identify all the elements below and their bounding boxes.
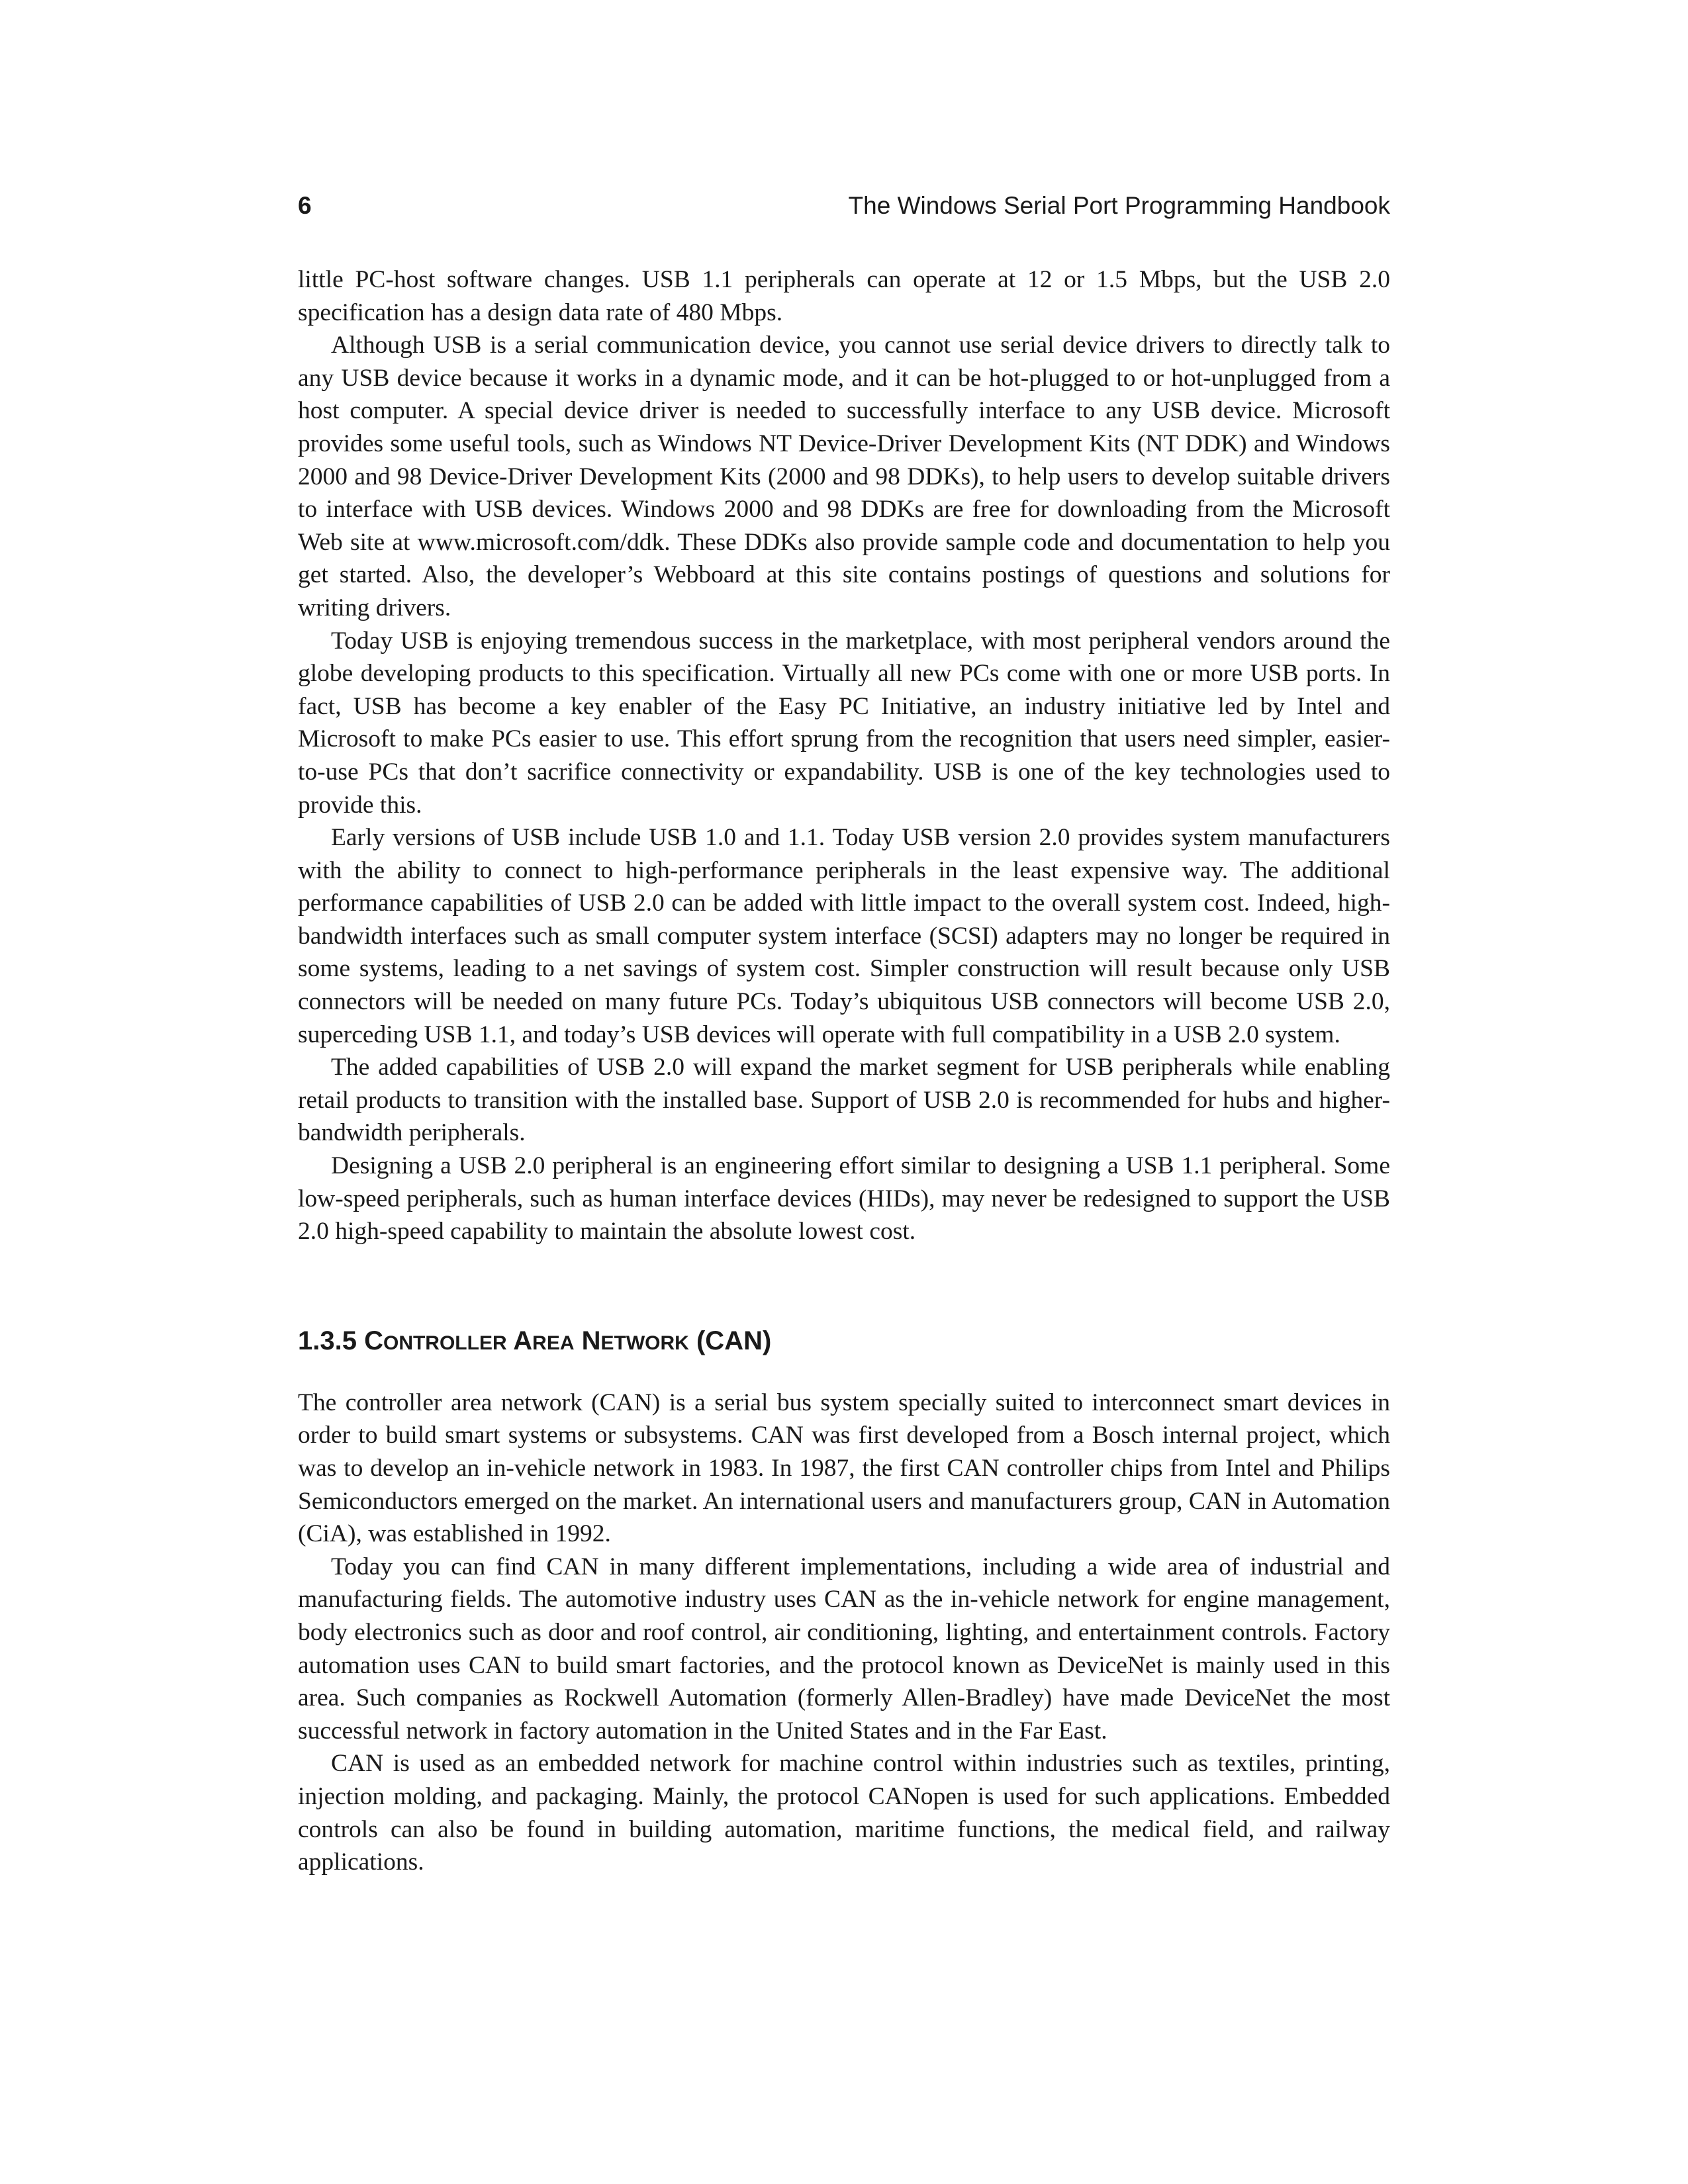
running-head	[298, 192, 1390, 232]
section-title-rest-2: REA	[532, 1332, 575, 1354]
page-number: 6	[298, 192, 312, 219]
paragraph-usb-2: Although USB is a serial communication device, you cannot use serial device drivers to directly talk to any USB device because it works in a dynamic mode, and it can be hot-plugged to or hot-unplugged from a host computer. A special device driver is needed to successfully interface to any USB device. Microsoft provides some useful tools, such as Windows NT Device-Driver Development Kits (NT DDK) and Windows 2000 and 98 Device-Driver Development Kits (2000 and 98 DDKs), to help users to develop suitable drivers to interface with USB devices. Windows 2000 and 98 DDKs are free for downloading from the Microsoft Web site at www.microsoft.com/ddk. These DDKs also provide sample code and documentation to help you get started. Also, the developer’s Webboard at this site contains postings of questions and solutions for writing drivers.	[298, 332, 1390, 621]
paragraph-can-2: Today you can find CAN in many different implementations, including a wide area of industrial and manufacturing fields. The automotive industry uses CAN as the in-vehicle network for engine management, body electronics such as door and roof control, air conditioning, lighting, and entertainment controls. Factory automation uses CAN to build smart factories, and the protocol known as DeviceNet is mainly used in this area. Such companies as Rockwell Automation (formerly Allen-Bradley) have made DeviceNet the most successful network in factory automation in the United States and in the Far East.	[298, 1553, 1390, 1745]
section-title-suffix: (CAN)	[696, 1326, 772, 1355]
book-title: The Windows Serial Port Programming Handbook	[848, 192, 1390, 219]
paragraph-usb-6: Designing a USB 2.0 peripheral is an engineering effort similar to designing a USB 1.1 peripheral. Some low-speed peripherals, such as human interface devices (HIDs), may never be redesigned to support the USB 2.0 high-speed capability to maintain the absolute lowest cost.	[298, 1152, 1390, 1246]
body-text	[298, 263, 1390, 1879]
section-title-rest-1: ONTROLLER	[383, 1332, 507, 1354]
page	[298, 192, 1390, 1879]
paragraph-can-1: The controller area network (CAN) is a serial bus system specially suited to interconnect smart devices in order to build smart systems or subsystems. CAN was first developed from a Bosch internal project, which was to develop an in-vehicle network in 1983. In 1987, the first CAN controller chips from Intel and Philips Semiconductors emerged on the market. An international users and manufacturers group, CAN in Automation (CiA), was established in 1992.	[298, 1388, 1390, 1548]
section-title-cap-2: A	[513, 1326, 533, 1355]
paragraph-usb-4: Early versions of USB include USB 1.0 and 1.1. Today USB version 2.0 provides system manufacturers with the ability to connect to high-performance peripherals in the least expensive way. The additional performance capabilities of USB 2.0 can be added with little impact to the overall system cost. Indeed, high-bandwidth interfaces such as small computer system interface (SCSI) adapters may no longer be required in some systems, leading to a net savings of system cost. Simpler construction will result because only USB connectors will be needed on many future PCs. Today’s ubiquitous USB connectors will become USB 2.0, superceding USB 1.1, and today’s USB devices will operate with full compatibility in a USB 2.0 system.	[298, 824, 1390, 1048]
section-title-cap-1: C	[364, 1326, 383, 1355]
paragraph-usb-3: Today USB is enjoying tremendous success in the marketplace, with most peripheral vendors around the globe developing products to this specification. Virtually all new PCs come with one or more USB ports. In fact, USB has become a key enabler of the Easy PC Initiative, an industry initiative led by Intel and Microsoft to make PCs easier to use. This effort sprung from the recognition that users need simpler, easier-to-use PCs that don’t sacrifice connectivity or expandability. USB is one of the key technologies used to provide this.	[298, 627, 1390, 819]
section-title-rest-3: ETWORK	[600, 1332, 689, 1354]
section-heading	[298, 1324, 1390, 1360]
paragraph-usb-1: little PC-host software changes. USB 1.1 peripherals can operate at 12 or 1.5 Mbps, but the USB 2.0 specification has a design data rate of 480 Mbps.	[298, 266, 1390, 326]
section-number: 1.3.5	[298, 1326, 357, 1355]
paragraph-usb-5: The added capabilities of USB 2.0 will expand the market segment for USB peripherals while enabling retail products to transition with the installed base. Support of USB 2.0 is recommended for hubs and higher-bandwidth peripherals.	[298, 1054, 1390, 1147]
section-title-cap-3: N	[581, 1326, 601, 1355]
paragraph-can-3: CAN is used as an embedded network for machine control within industries such as textiles, printing, injection molding, and packaging. Mainly, the protocol CANopen is used for such applications. Embedded controls can also be found in building automation, maritime functions, the medical field, and railway applications.	[298, 1750, 1390, 1876]
